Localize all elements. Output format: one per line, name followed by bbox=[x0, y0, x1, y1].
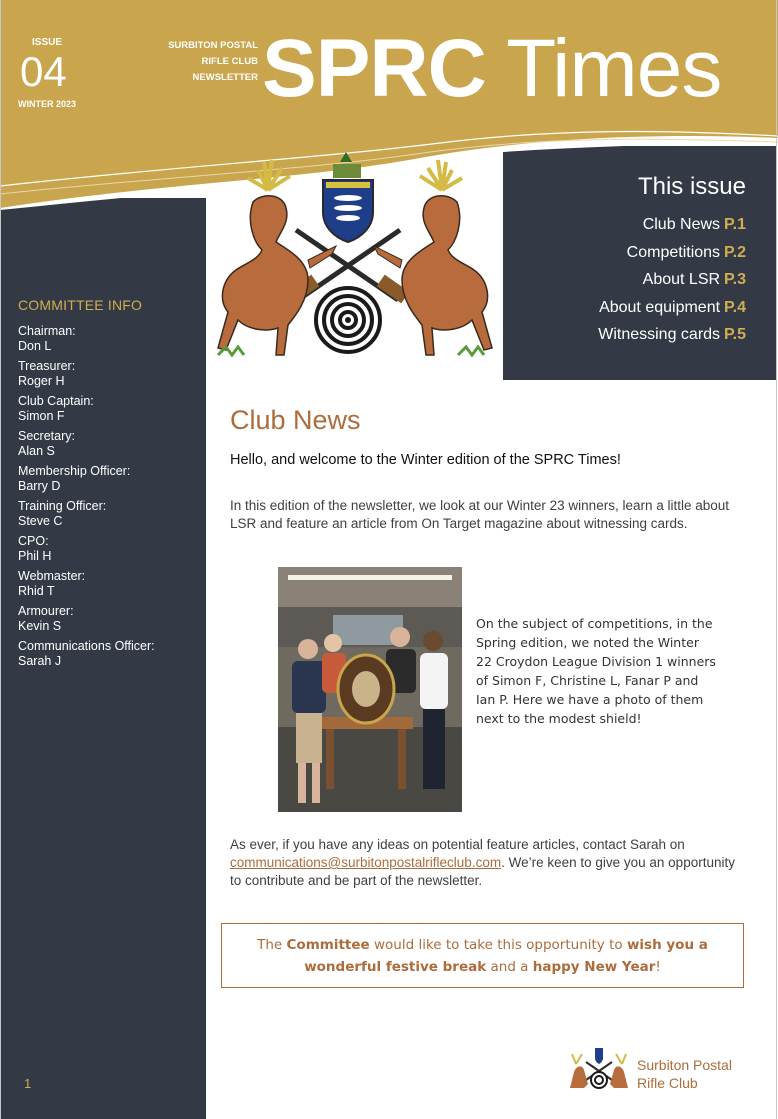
committee-member bbox=[18, 324, 198, 354]
photo-caption: On the subject of competitions, in the Spring edition, we noted the Winter 22 Croydon League Division 1 winners of Simon F, Christine L, Fanar P and Ian P. Here we have a photo of them next to the modest shield! bbox=[476, 616, 716, 726]
greeting-text: would like to take this opportunity to bbox=[369, 937, 627, 953]
club-crest-image bbox=[208, 150, 502, 380]
committee-name: Rhid T bbox=[18, 584, 55, 598]
committee-member bbox=[18, 534, 198, 564]
committee-role: Treasurer: bbox=[18, 359, 76, 373]
contents-title: This issue bbox=[637, 173, 746, 200]
club-tagline bbox=[150, 38, 258, 86]
contents-item-page: P.5 bbox=[724, 326, 746, 343]
contents-item-witnessing-cards[interactable] bbox=[598, 321, 746, 349]
contents-item-label: Club News bbox=[642, 216, 721, 233]
committee-member bbox=[18, 639, 198, 669]
contents-item-page: P.3 bbox=[724, 271, 746, 288]
contents-item-label: About LSR bbox=[642, 271, 721, 288]
masthead-title bbox=[262, 23, 722, 114]
winners-photo bbox=[278, 567, 462, 812]
issue-season: WINTER 2023 bbox=[18, 99, 77, 109]
committee-role: Training Officer: bbox=[18, 499, 107, 513]
page-number: 1 bbox=[24, 1076, 32, 1091]
committee-role: Secretary: bbox=[18, 429, 75, 443]
article-welcome: Hello, and welcome to the Winter edition of the SPRC Times! bbox=[230, 452, 621, 468]
committee-name: Barry D bbox=[18, 479, 61, 493]
outro-text: . We’re keen to give you an opportunity to contribute and be part of the newsletter. bbox=[230, 855, 735, 888]
committee-member bbox=[18, 499, 198, 529]
contents-item-about-lsr[interactable] bbox=[598, 266, 746, 294]
target bbox=[316, 288, 380, 352]
issue-number: 04 bbox=[20, 48, 67, 95]
committee-role: Club Captain: bbox=[18, 394, 94, 408]
contents-item-label: Competitions bbox=[626, 243, 721, 261]
crest-shield bbox=[323, 152, 373, 242]
issue-label: ISSUE bbox=[32, 37, 63, 48]
contents-item-competitions[interactable] bbox=[598, 239, 746, 267]
committee-name: Don L bbox=[18, 339, 52, 353]
masthead-bold: SPRC bbox=[262, 23, 486, 114]
right-stag bbox=[374, 160, 492, 355]
footer-club-name bbox=[637, 1056, 732, 1092]
email-link[interactable]: communications@surbitonpostalrifleclub.com bbox=[230, 855, 502, 870]
contents-item-page: P.4 bbox=[724, 298, 746, 316]
greeting-bold: wish you a wonderful festive break bbox=[304, 937, 708, 975]
footer-club-line: Surbiton Postal bbox=[637, 1057, 732, 1073]
footer-crest-icon bbox=[566, 1044, 632, 1092]
committee-role: Armourer: bbox=[18, 604, 74, 618]
club-tagline-line: RIFLE CLUB bbox=[201, 56, 258, 67]
committee-role: Communications Officer: bbox=[18, 639, 155, 653]
greeting-bold: Committee bbox=[286, 937, 370, 953]
greeting-bold: happy New Year bbox=[532, 959, 656, 975]
festive-greeting-box bbox=[221, 923, 744, 988]
committee-name: Sarah J bbox=[18, 654, 62, 668]
committee-member bbox=[18, 429, 198, 459]
committee-name: Alan S bbox=[18, 444, 55, 458]
greeting-text: ! bbox=[655, 959, 661, 975]
contents-item-club-news[interactable] bbox=[598, 211, 746, 239]
committee-member bbox=[18, 464, 198, 494]
greeting-text: The bbox=[257, 937, 287, 953]
footer-club-line: Rifle Club bbox=[637, 1075, 698, 1091]
committee-role: Membership Officer: bbox=[18, 464, 131, 478]
committee-role: Webmaster: bbox=[18, 569, 86, 583]
masthead-light: Times bbox=[506, 23, 722, 114]
contents-item-page: P.1 bbox=[724, 216, 746, 233]
contents-item-page: P.2 bbox=[724, 243, 746, 261]
committee-list bbox=[18, 324, 198, 674]
greeting-text: and a bbox=[486, 959, 533, 975]
contents-item-label: About equipment bbox=[599, 298, 721, 316]
committee-member bbox=[18, 394, 198, 424]
article-outro bbox=[230, 836, 740, 890]
committee-name: Steve C bbox=[18, 514, 63, 528]
committee-name: Simon F bbox=[18, 409, 65, 423]
outro-text: As ever, if you have any ideas on potential feature articles, contact Sarah on bbox=[230, 837, 685, 852]
committee-name: Roger H bbox=[18, 374, 65, 388]
contents-item-about-equipment[interactable] bbox=[598, 294, 746, 322]
committee-role: Chairman: bbox=[18, 324, 76, 338]
club-tagline-line: NEWSLETTER bbox=[192, 72, 258, 83]
article-title: Club News bbox=[230, 405, 361, 435]
committee-member bbox=[18, 569, 198, 599]
contents-list bbox=[598, 211, 746, 349]
article-intro: In this edition of the newsletter, we look at our Winter 23 winners, learn a little about LSR and feature an article from On Target magazine about witnessing cards. bbox=[230, 498, 730, 531]
committee-role: CPO: bbox=[18, 534, 49, 548]
club-tagline-line: SURBITON POSTAL bbox=[168, 40, 258, 51]
committee-name: Phil H bbox=[18, 549, 52, 563]
contents-item-label: Witnessing cards bbox=[598, 326, 721, 343]
committee-member bbox=[18, 359, 198, 389]
committee-member bbox=[18, 604, 198, 634]
committee-name: Kevin S bbox=[18, 619, 62, 633]
committee-title: COMMITTEE INFO bbox=[18, 297, 143, 313]
